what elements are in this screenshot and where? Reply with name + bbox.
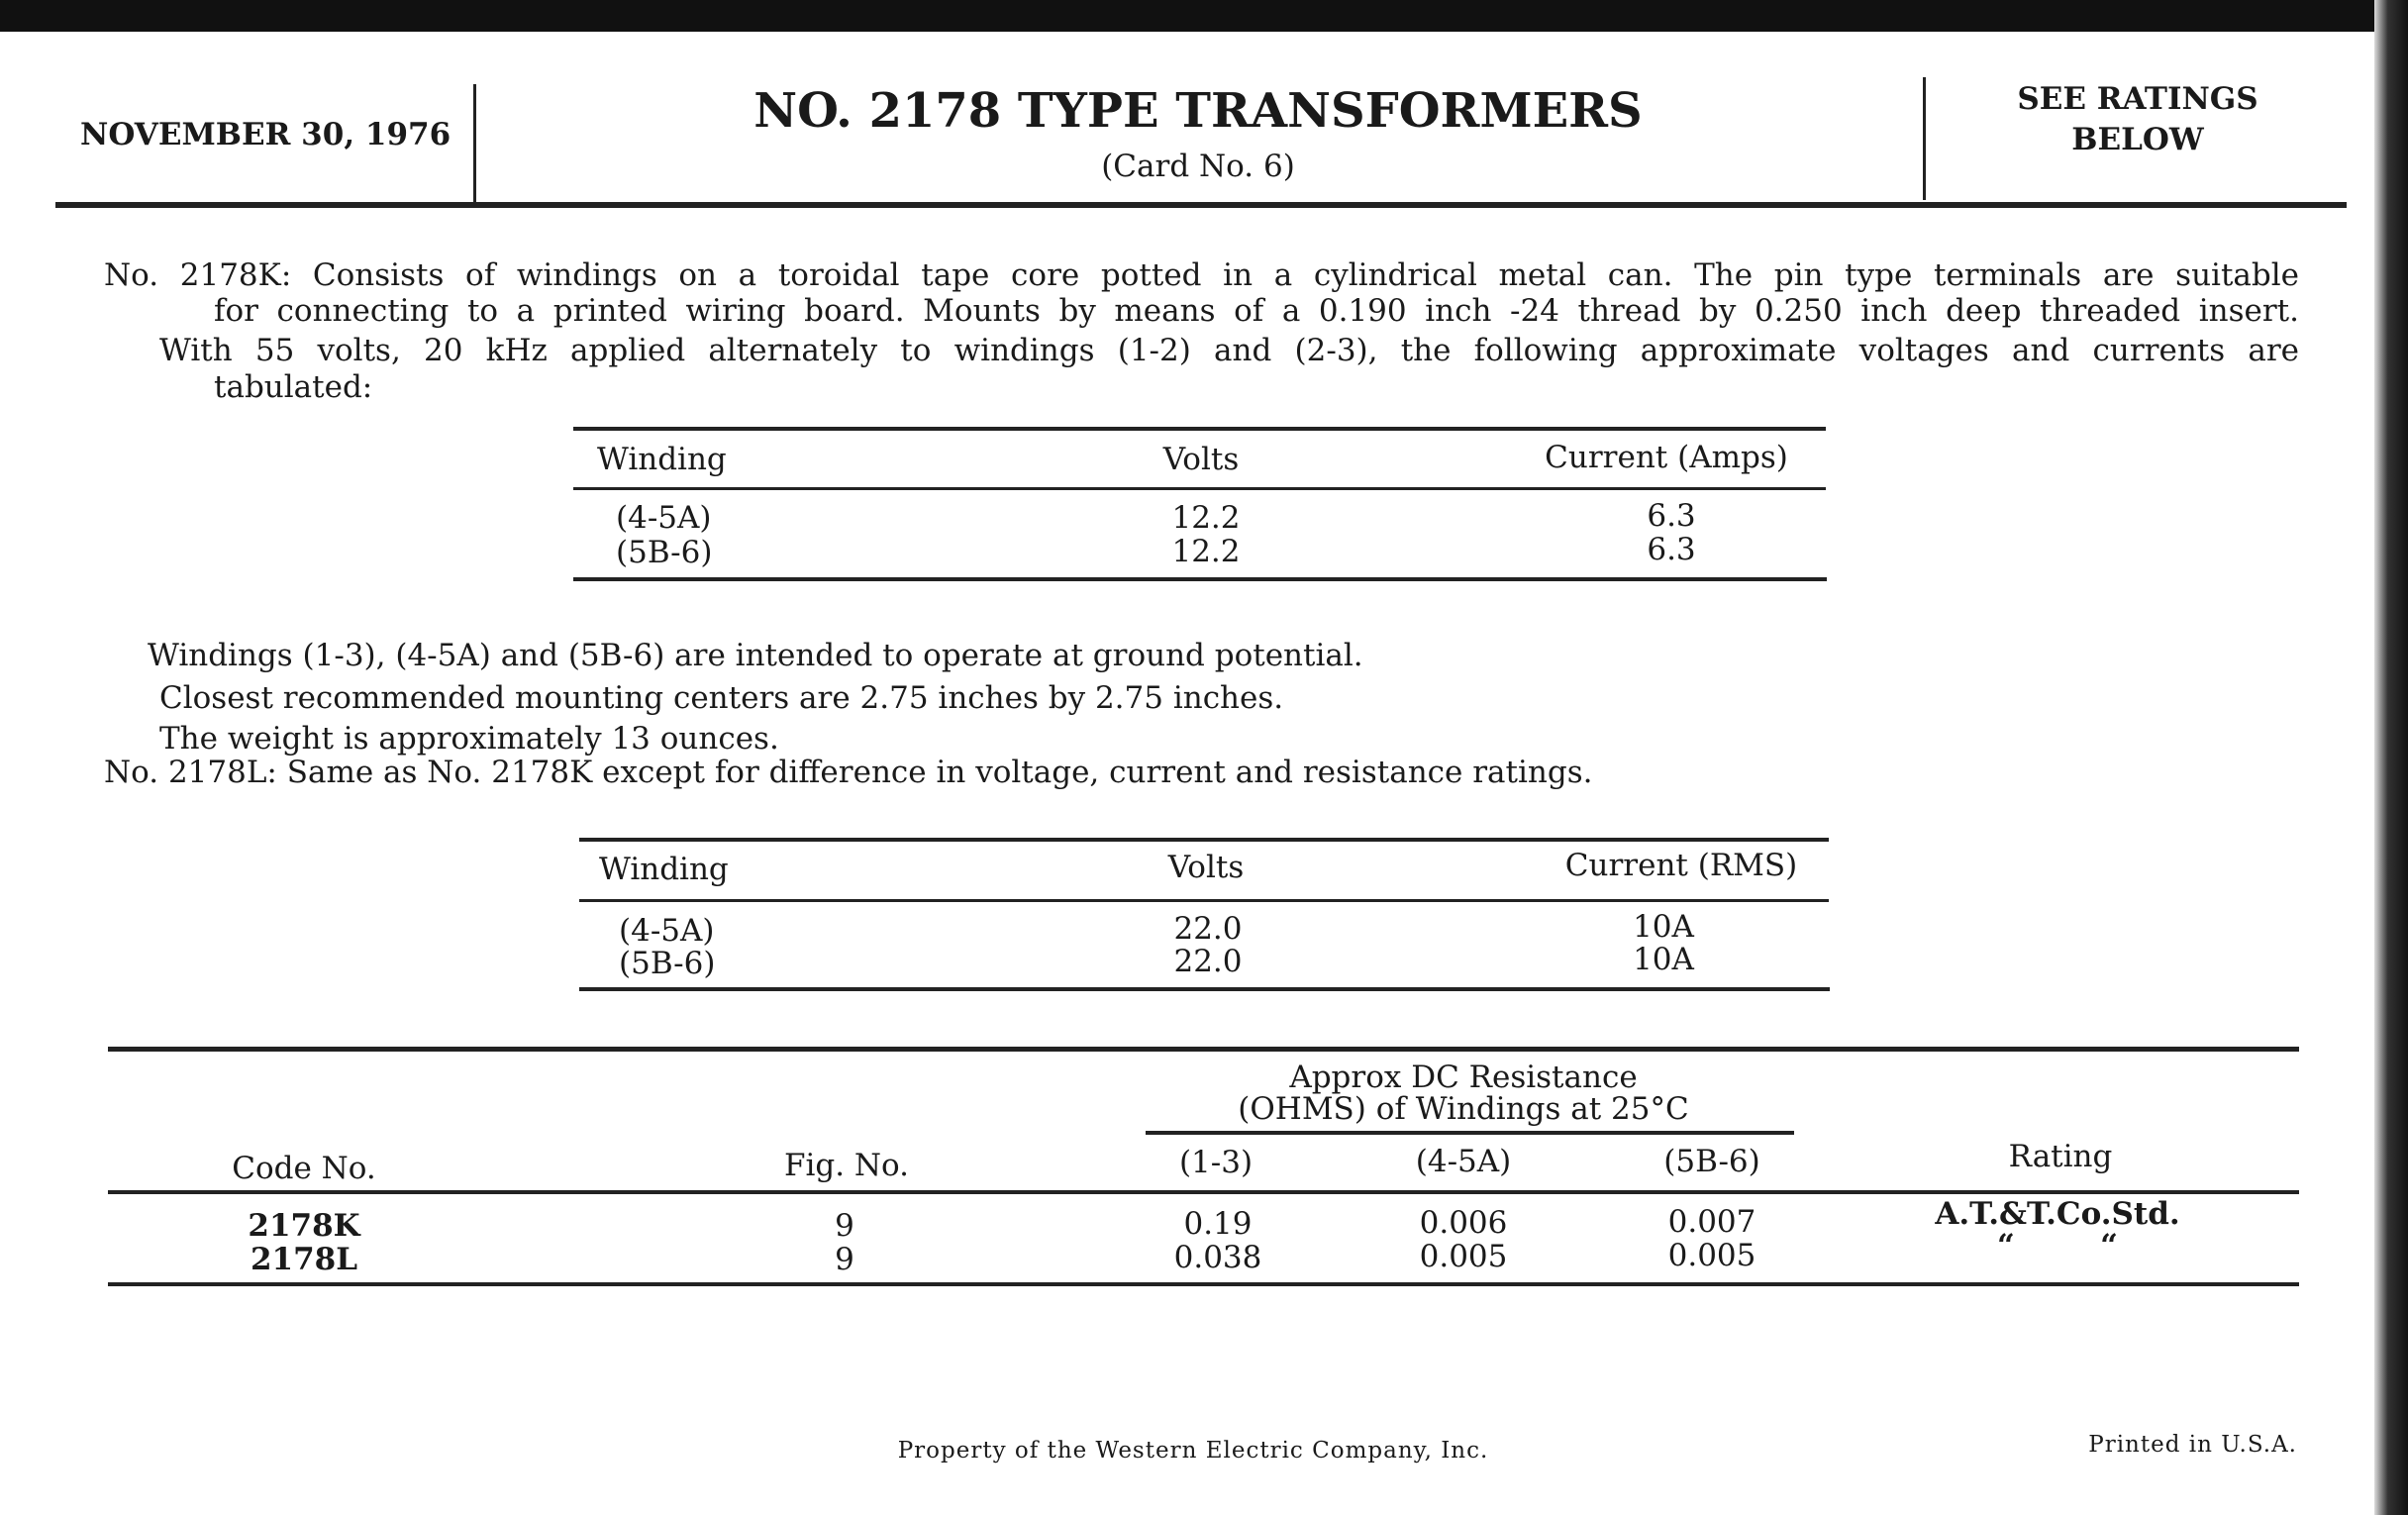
ratings-note-1: SEE RATINGS [2017,81,2258,117]
header-fig-no: Fig. No. [783,1148,910,1183]
table-k-top-rule [573,427,1826,431]
footer-printed: Printed in U.S.A. [2088,1432,2297,1458]
intro-line-2: for connecting to a printed wiring board. Mounts by means of a 0.190 inch -24 thread by 0.250 inch deep threaded insert. [214,293,2299,329]
note-weight: The weight is approximately 13 ounces. [159,721,779,757]
ratings-cell-res: 0.19 [1183,1206,1253,1242]
table-l-cell: 22.0 [1173,944,1243,979]
header-rating: Rating [2008,1139,2113,1174]
ratings-cell-fig: 9 [835,1208,854,1244]
footer-property: Property of the Western Electric Company, Inc. [897,1438,1489,1464]
table-l-header-current: Current (RMS) [1564,848,1798,883]
ratings-header-rule [108,1190,2299,1194]
table-k-header-volts: Volts [1162,442,1240,477]
header-res-1-3: (1-3) [1178,1145,1254,1180]
note-2178l: No. 2178L: Same as No. 2178K except for difference in voltage, current and resistance ratings. [104,755,1593,790]
table-l-cell: 10A [1633,942,1694,977]
table-k-cell: 12.2 [1171,500,1241,536]
note-mounting: Closest recommended mounting centers are 2.75 inches by 2.75 inches. [159,680,1284,716]
table-k-header-winding: Winding [597,442,727,477]
header-res-4-5a: (4-5A) [1415,1144,1512,1179]
table-l-header-winding: Winding [599,852,729,887]
ratings-cell-res: 0.005 [1419,1239,1508,1274]
header-res-5b-6: (5B-6) [1663,1144,1760,1179]
table-l-bottom-rule [579,987,1830,991]
scan-border-top [0,0,2408,32]
ratings-cell-rating-ditto: “ “ [1996,1228,2119,1263]
ratings-cell-res: 0.038 [1173,1240,1262,1275]
scan-border-right [2374,0,2408,1515]
table-l-header-rule [579,899,1829,902]
ratings-cell-rating: A.T.&T.Co.Std. [1935,1196,2180,1232]
table-l-cell: 10A [1633,909,1694,945]
header-divider-left [473,84,476,208]
card-date: NOVEMBER 30, 1976 [80,117,452,152]
ratings-cell-code: 2178L [250,1242,358,1277]
page-title: NO. 2178 TYPE TRANSFORMERS [753,83,1643,139]
table-l-top-rule [579,838,1829,842]
ratings-bottom-rule [108,1282,2299,1286]
intro-line-4: tabulated: [214,369,373,405]
table-k-cell: (4-5A) [616,500,712,536]
table-l-cell: (5B-6) [619,946,716,981]
table-l-cell: (4-5A) [619,913,715,949]
ratings-cell-res: 0.005 [1667,1238,1756,1273]
table-k-cell: (5B-6) [616,535,713,570]
ratings-cell-res: 0.007 [1667,1204,1756,1240]
ratings-cell-res: 0.006 [1419,1205,1508,1241]
table-k-bottom-rule [573,577,1827,581]
table-k-cell: 6.3 [1647,498,1696,534]
intro-line-3: With 55 volts, 20 kHz applied alternately to windings (1-2) and (2-3), the following approximate voltages and currents are [159,333,2299,368]
intro-line-1: No. 2178K: Consists of windings on a toroidal tape core potted in a cylindrical metal can. The pin type terminals are suitable [104,257,2299,293]
header-rule [55,202,2347,208]
resistance-group-header-2: (OHMS) of Windings at 25°C [1238,1091,1689,1127]
table-k-cell: 12.2 [1171,534,1241,569]
ratings-cell-fig: 9 [835,1242,854,1277]
table-k-cell: 6.3 [1647,532,1696,567]
resistance-group-rule [1146,1131,1794,1135]
resistance-group-header-1: Approx DC Resistance [1289,1060,1638,1095]
ratings-note-2: BELOW [2071,122,2204,157]
ratings-cell-code: 2178K [248,1208,360,1244]
table-k-header-current: Current (Amps) [1545,440,1788,475]
table-k-header-rule [573,487,1826,490]
header-divider-right [1923,77,1926,200]
ratings-top-rule [108,1047,2299,1052]
note-ground: Windings (1-3), (4-5A) and (5B-6) are intended to operate at ground potential. [148,638,1363,673]
table-l-header-volts: Volts [1167,850,1245,885]
header-code-no: Code No. [232,1151,376,1186]
table-l-cell: 22.0 [1173,911,1243,947]
card-number: (Card No. 6) [1101,149,1295,184]
